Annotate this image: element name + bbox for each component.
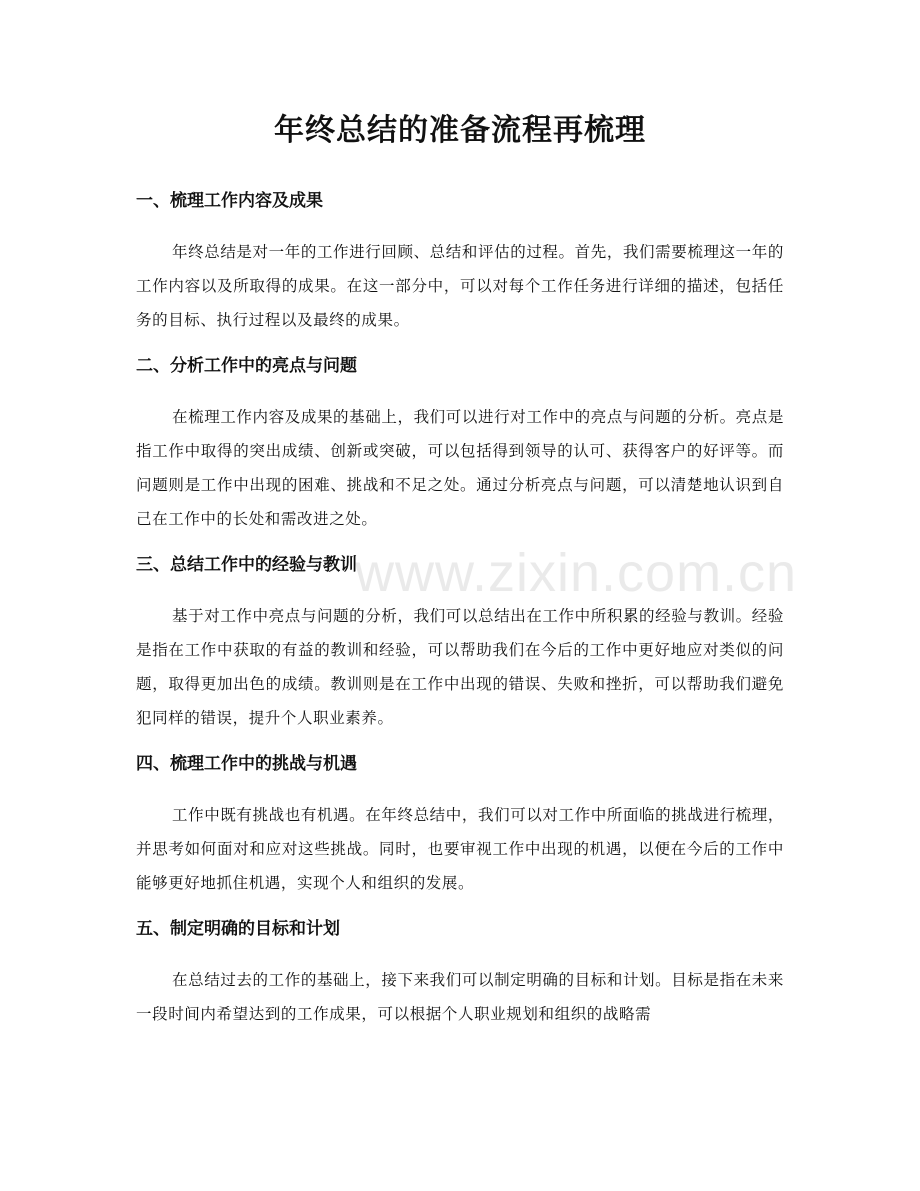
watermark: www.zixin.com.cn bbox=[355, 543, 798, 603]
section-2 bbox=[136, 349, 784, 536]
section-paragraph: 在梳理工作内容及成果的基础上，我们可以进行对工作中的亮点与问题的分析。亮点是指工作中取得的突出成绩、创新或突破，可以包括得到领导的认可、获得客户的好评等。而问题则是工作中出现的困难、挑战和不足之处。通过分析亮点与问题，可以清楚地认识到自己在工作中的长处和需改进之处。 bbox=[136, 408, 784, 528]
page-title: 年终总结的准备流程再梳理 bbox=[274, 113, 646, 148]
section-5 bbox=[136, 912, 784, 1031]
section-paragraph: 在总结过去的工作的基础上，接下来我们可以制定明确的目标和计划。目标是指在未来一段时间内希望达到的工作成果，可以根据个人职业规划和组织的战略需 bbox=[136, 971, 784, 1023]
section-heading: 一、梳理工作内容及成果 bbox=[136, 191, 323, 211]
section-heading: 三、总结工作中的经验与教训 bbox=[136, 555, 357, 575]
section-paragraph: 工作中既有挑战也有机遇。在年终总结中，我们可以对工作中所面临的挑战进行梳理，并思考如何面对和应对这些挑战。同时，也要审视工作中出现的机遇，以便在今后的工作中能够更好地抓住机遇，实现个人和组织的发展。 bbox=[136, 806, 784, 892]
section-paragraph: 基于对工作中亮点与问题的分析，我们可以总结出在工作中所积累的经验与教训。经验是指在工作中获取的有益的教训和经验，可以帮助我们在今后的工作中更好地应对类似的问题，取得更加出色的成绩。教训则是在工作中出现的错误、失败和挫折，可以帮助我们避免犯同样的错误，提升个人职业素养。 bbox=[136, 607, 784, 727]
document-body bbox=[136, 184, 784, 1043]
section-heading: 五、制定明确的目标和计划 bbox=[136, 919, 340, 939]
section-paragraph: 年终总结是对一年的工作进行回顾、总结和评估的过程。首先，我们需要梳理这一年的工作内容以及所取得的成果。在这一部分中，可以对每个工作任务进行详细的描述，包括任务的目标、执行过程以及最终的成果。 bbox=[136, 243, 784, 329]
section-3 bbox=[136, 548, 784, 735]
section-heading: 四、梳理工作中的挑战与机遇 bbox=[136, 754, 357, 774]
section-heading: 二、分析工作中的亮点与问题 bbox=[136, 356, 357, 376]
section-4 bbox=[136, 747, 784, 900]
section-1 bbox=[136, 184, 784, 337]
